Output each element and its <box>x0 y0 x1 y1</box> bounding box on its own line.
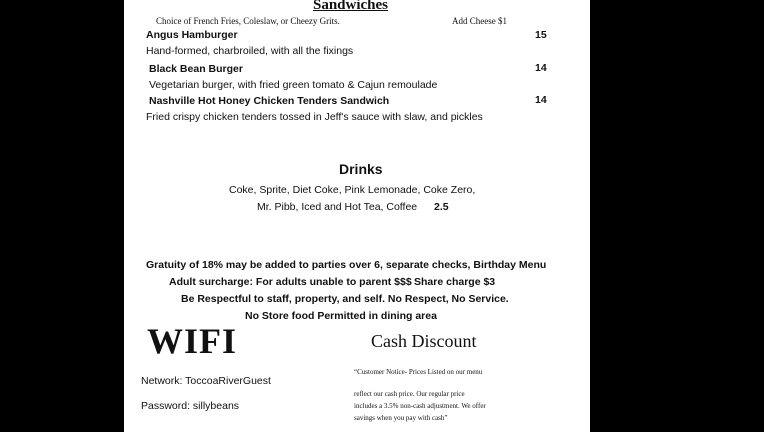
no-store-food-notice: No Store food Permitted in dining area <box>245 310 437 322</box>
drinks-line-1: Coke, Sprite, Diet Coke, Pink Lemonade, Coke Zero, <box>229 184 476 196</box>
item-desc-black-bean-burger: Vegetarian burger, with fried green tomato & Cajun remoulade <box>149 79 438 91</box>
wifi-network: Network: ToccoaRiverGuest <box>141 375 271 387</box>
item-price-black-bean-burger: 14 <box>535 62 547 74</box>
item-desc-hot-honey-chicken: Fried crispy chicken tenders tossed in Jeff's sauce with slaw, and pickles <box>146 111 483 123</box>
drinks-line-2: Mr. Pibb, Iced and Hot Tea, Coffee <box>257 201 418 213</box>
respect-notice: Be Respectful to staff, property, and self. No Respect, No Service. <box>181 293 509 305</box>
adult-surcharge-notice: Adult surcharge: For adults unable to parent $$$ <box>169 276 412 288</box>
add-cheese-note: Add Cheese $1 <box>452 16 507 26</box>
item-name-angus-hamburger: Angus Hamburger <box>146 29 238 41</box>
sandwiches-title: Sandwiches <box>313 0 389 13</box>
item-name-black-bean-burger: Black Bean Burger <box>149 63 243 75</box>
item-name-hot-honey-chicken: Nashville Hot Honey Chicken Tenders Sandwich <box>149 95 390 107</box>
gratuity-notice: Gratuity of 18% may be added to parties over 6, separate checks, Birthday Menu <box>146 259 547 271</box>
share-charge-notice: Share charge $3 <box>414 276 496 288</box>
cash-discount-line-1: “Customer Notice- Prices Listed on our menu <box>354 368 483 376</box>
item-price-hot-honey-chicken: 14 <box>535 94 547 106</box>
item-desc-angus-hamburger: Hand-formed, charbroiled, with all the fixings <box>146 45 354 57</box>
wifi-logo: WIFI <box>147 321 238 361</box>
wifi-password: Password: sillybeans <box>141 400 240 412</box>
cash-discount-line-4: savings when you pay with cash” <box>354 414 448 422</box>
menu-page <box>124 0 590 432</box>
item-price-angus-hamburger: 15 <box>535 29 547 41</box>
drinks-price: 2.5 <box>434 201 449 213</box>
cash-discount-title: Cash Discount <box>371 331 477 351</box>
drinks-title: Drinks <box>339 161 383 177</box>
sides-note: Choice of French Fries, Coleslaw, or Cheezy Grits. <box>156 16 340 26</box>
cash-discount-line-2: reflect our cash price. Our regular price <box>354 390 465 398</box>
cash-discount-line-3: includes a 3.5% non-cash adjustment. We offer <box>354 402 486 410</box>
